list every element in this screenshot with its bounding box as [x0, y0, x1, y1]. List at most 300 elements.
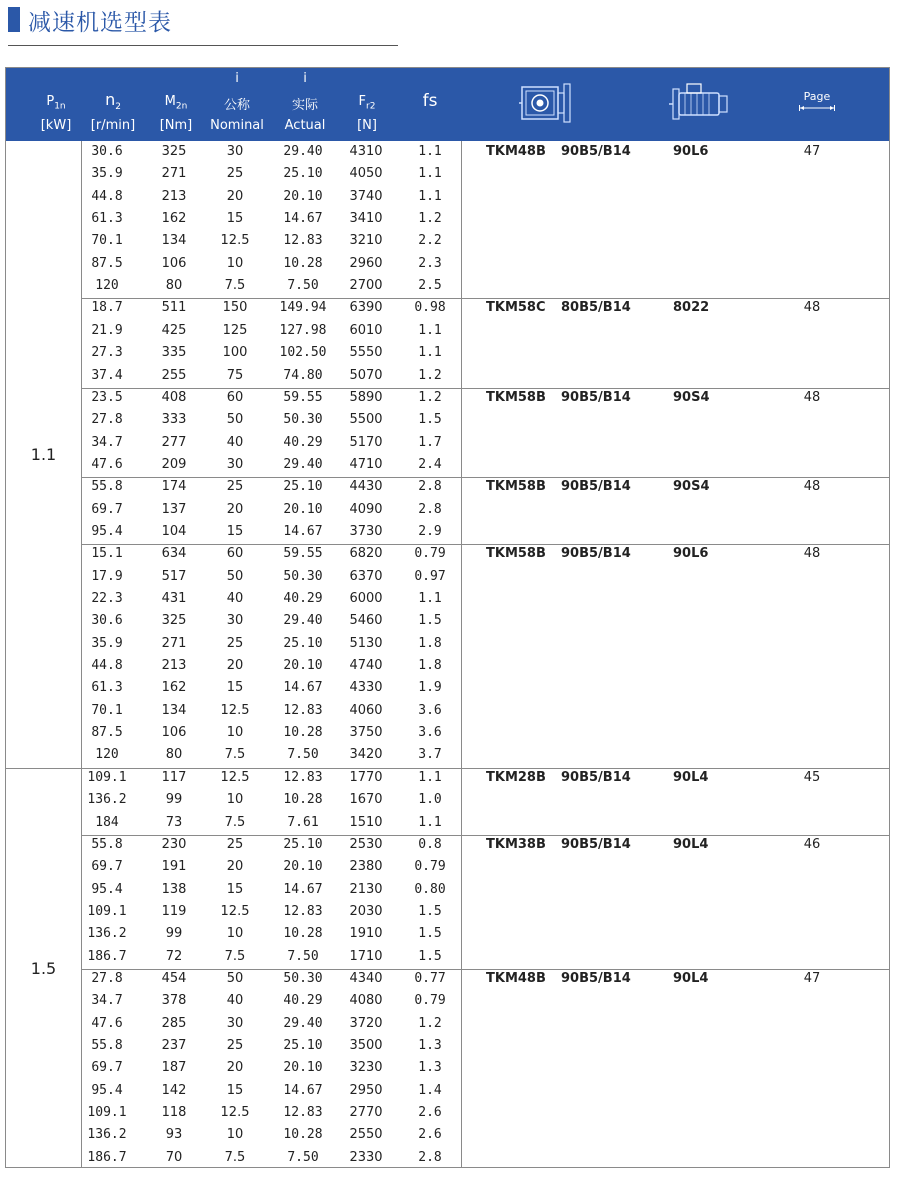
table-row	[6, 1036, 889, 1058]
table-row	[6, 924, 889, 946]
speed-cell: 44.8	[91, 188, 123, 204]
ratio-actual-cell: 20.10	[283, 658, 323, 674]
table-header	[6, 68, 889, 141]
ratio-actual-cell: 59.55	[283, 389, 323, 405]
radial-force-cell: 4050	[349, 166, 383, 182]
radial-force-cell: 4430	[349, 479, 383, 495]
table-row	[6, 969, 889, 991]
torque-cell: 335	[161, 345, 187, 361]
radial-force-cell: 1710	[349, 948, 383, 964]
speed-cell: 109.1	[87, 769, 127, 785]
motor-cell: 8022	[673, 300, 710, 316]
speed-cell: 61.3	[91, 211, 123, 227]
service-factor-cell: 1.9	[418, 680, 442, 696]
model-cell: TKM58B	[486, 389, 546, 405]
torque-cell: 285	[161, 1015, 187, 1031]
table-row	[6, 1148, 889, 1170]
speed-cell: 55.8	[91, 1038, 123, 1053]
table-row	[6, 701, 889, 723]
torque-cell: 70	[165, 1149, 183, 1165]
ratio-actual-cell: 10.28	[283, 255, 323, 271]
page-cell: 48	[803, 389, 821, 405]
speed-cell: 136.2	[87, 1127, 127, 1143]
torque-cell: 118	[161, 1105, 187, 1121]
header-ratio-nominal-en: Nominal	[210, 118, 264, 133]
speed-cell: 35.9	[91, 635, 123, 651]
model-cell: TKM58B	[486, 479, 546, 495]
radial-force-cell: 3410	[349, 211, 383, 227]
torque-cell: 187	[161, 1060, 187, 1076]
flange-cell: 90B5/B14	[561, 546, 631, 562]
speed-cell: 95.4	[91, 523, 123, 539]
power-cell: 1.1	[30, 444, 57, 464]
radial-force-cell: 1510	[349, 814, 383, 830]
service-factor-cell: 2.6	[418, 1127, 442, 1143]
ratio-actual-cell: 20.10	[283, 501, 323, 517]
service-factor-cell: 3.6	[418, 702, 442, 718]
ratio-nominal-cell: 20	[226, 859, 244, 875]
ratio-nominal-cell: 40	[226, 993, 244, 1009]
ratio-nominal-cell: 12.5	[220, 702, 250, 718]
ratio-actual-cell: 12.83	[283, 233, 323, 249]
radial-force-cell: 5500	[349, 412, 383, 428]
table-row	[6, 947, 889, 969]
flange-cell: 90B5/B14	[561, 479, 631, 495]
ratio-actual-cell: 7.61	[287, 814, 319, 830]
service-factor-cell: 1.1	[418, 769, 442, 785]
service-factor-cell: 0.77	[414, 970, 446, 986]
table-row	[6, 1081, 889, 1103]
radial-force-cell: 3720	[349, 1015, 383, 1031]
ratio-nominal-cell: 30	[226, 144, 244, 159]
table-row	[6, 768, 889, 790]
radial-force-cell: 3750	[349, 725, 383, 741]
table-row	[6, 991, 889, 1013]
radial-force-cell: 6010	[349, 322, 383, 338]
service-factor-cell: 2.8	[418, 501, 442, 517]
ratio-nominal-cell: 25	[226, 635, 244, 651]
service-factor-cell: 1.1	[418, 188, 442, 204]
ratio-actual-cell: 40.29	[283, 591, 323, 606]
flange-cell: 90B5/B14	[561, 144, 631, 159]
table-row	[6, 187, 889, 209]
service-factor-cell: 1.5	[418, 613, 442, 629]
model-group-divider	[81, 835, 889, 836]
radial-force-cell: 2380	[349, 859, 383, 875]
ratio-nominal-cell: 7.5	[224, 278, 246, 294]
radial-force-cell: 4080	[349, 993, 383, 1009]
speed-cell: 34.7	[91, 434, 123, 450]
radial-force-cell: 4090	[349, 501, 383, 517]
model-cell: TKM38B	[486, 836, 546, 852]
radial-force-cell: 5170	[349, 434, 383, 450]
table-row	[6, 544, 889, 566]
page-cell: 46	[803, 836, 821, 852]
ratio-actual-cell: 10.28	[283, 926, 323, 942]
ratio-actual-cell: 7.50	[287, 1149, 319, 1165]
speed-cell: 95.4	[91, 1082, 123, 1098]
motor-cell: 90L6	[673, 546, 709, 562]
torque-cell: 80	[165, 747, 183, 763]
motor-cell: 90L4	[673, 769, 709, 785]
table-row	[6, 455, 889, 477]
radial-force-cell: 3420	[349, 747, 383, 763]
ratio-nominal-cell: 20	[226, 188, 244, 204]
torque-cell: 271	[161, 635, 187, 651]
torque-cell: 213	[161, 188, 187, 204]
header-service-factor-label: fs	[422, 91, 438, 111]
ratio-nominal-cell: 7.5	[224, 1149, 246, 1165]
table-row	[6, 678, 889, 700]
speed-cell: 109.1	[87, 1105, 127, 1121]
ratio-actual-cell: 10.28	[283, 1127, 323, 1143]
service-factor-cell: 1.1	[418, 322, 442, 338]
service-factor-cell: 1.5	[418, 903, 442, 919]
radial-force-cell: 6820	[349, 546, 383, 562]
header-torque-symbol: M	[164, 94, 176, 109]
ratio-actual-cell: 25.10	[283, 166, 323, 182]
page-title: 减速机选型表	[28, 10, 172, 36]
speed-cell: 109.1	[87, 903, 127, 919]
ratio-nominal-cell: 15	[226, 211, 244, 227]
speed-cell: 27.8	[91, 970, 123, 986]
service-factor-cell: 1.1	[418, 345, 442, 361]
speed-cell: 136.2	[87, 926, 127, 942]
motor-cell: 90L6	[673, 144, 709, 159]
title-accent-bar	[8, 7, 20, 32]
radial-force-cell: 3500	[349, 1038, 383, 1053]
torque-cell: 271	[161, 166, 187, 182]
speed-cell: 47.6	[91, 1015, 123, 1031]
radial-force-cell: 4330	[349, 680, 383, 696]
service-factor-cell: 2.9	[418, 523, 442, 539]
speed-cell: 186.7	[87, 1149, 127, 1165]
table-row	[6, 231, 889, 253]
torque-cell: 142	[161, 1082, 187, 1098]
torque-cell: 191	[161, 859, 187, 875]
speed-cell: 120	[95, 747, 119, 763]
model-group-divider	[81, 544, 889, 545]
service-factor-cell: 1.2	[418, 1015, 442, 1031]
ratio-actual-cell: 10.28	[283, 725, 323, 741]
table-row	[6, 209, 889, 231]
selection-table	[5, 67, 890, 1168]
radial-force-cell: 1770	[349, 769, 383, 785]
ratio-nominal-cell: 25	[226, 836, 244, 852]
radial-force-cell: 6000	[349, 591, 383, 606]
radial-force-cell: 1910	[349, 926, 383, 942]
radial-force-cell: 4340	[349, 970, 383, 986]
header-radial-force-unit: [N]	[357, 118, 377, 133]
torque-cell: 230	[161, 836, 187, 852]
ratio-nominal-cell: 20	[226, 501, 244, 517]
header-power-unit: [kW]	[40, 118, 72, 133]
ratio-actual-cell: 20.10	[283, 859, 323, 875]
radial-force-cell: 2550	[349, 1127, 383, 1143]
power-cell: 1.5	[30, 958, 57, 978]
ratio-actual-cell: 14.67	[283, 211, 323, 227]
ratio-nominal-cell: 12.5	[220, 233, 250, 249]
torque-cell: 72	[165, 948, 183, 964]
service-factor-cell: 0.80	[414, 881, 446, 897]
radial-force-cell: 3210	[349, 233, 383, 249]
speed-cell: 30.6	[91, 613, 123, 629]
table-row	[6, 276, 889, 298]
table-row	[6, 902, 889, 924]
table-row	[6, 611, 889, 633]
ratio-nominal-cell: 50	[226, 970, 244, 986]
service-factor-cell: 1.3	[418, 1038, 442, 1053]
page-cell: 45	[803, 769, 821, 785]
service-factor-cell: 2.8	[418, 479, 442, 495]
torque-cell: 99	[165, 792, 183, 808]
radial-force-cell: 6370	[349, 568, 383, 584]
ratio-actual-cell: 25.10	[283, 635, 323, 651]
radial-force-cell: 2770	[349, 1105, 383, 1121]
torque-cell: 93	[165, 1127, 183, 1143]
radial-force-cell: 5070	[349, 367, 383, 383]
model-cell: TKM48B	[486, 970, 546, 986]
ratio-actual-cell: 102.50	[279, 345, 327, 361]
radial-force-cell: 4710	[349, 456, 383, 472]
table-row	[6, 634, 889, 656]
service-factor-cell: 3.7	[418, 747, 442, 763]
header-power-subscript: 1n	[54, 101, 66, 112]
ratio-nominal-cell: 40	[226, 434, 244, 450]
torque-cell: 138	[161, 881, 187, 897]
ratio-actual-cell: 50.30	[283, 970, 323, 986]
speed-cell: 37.4	[91, 367, 123, 383]
header-radial-force-symbol: F	[358, 94, 367, 109]
speed-cell: 27.8	[91, 412, 123, 428]
ratio-nominal-cell: 12.5	[220, 903, 250, 919]
model-cell: TKM58B	[486, 546, 546, 562]
ratio-nominal-cell: 10	[226, 725, 244, 741]
table-row	[6, 343, 889, 365]
table-row	[6, 164, 889, 186]
torque-cell: 106	[161, 725, 187, 741]
flange-cell: 90B5/B14	[561, 836, 631, 852]
speed-cell: 35.9	[91, 166, 123, 182]
torque-cell: 80	[165, 278, 183, 294]
speed-cell: 30.6	[91, 144, 123, 159]
speed-cell: 15.1	[91, 546, 123, 562]
radial-force-cell: 2960	[349, 255, 383, 271]
ratio-actual-cell: 20.10	[283, 1060, 323, 1076]
table-row	[6, 142, 889, 164]
ratio-actual-cell: 50.30	[283, 412, 323, 428]
table-row	[6, 745, 889, 767]
speed-cell: 70.1	[91, 233, 123, 249]
service-factor-cell: 1.1	[418, 814, 442, 830]
table-row	[6, 522, 889, 544]
header-radial-force-subscript: r2	[366, 101, 376, 112]
ratio-nominal-cell: 12.5	[220, 769, 250, 785]
radial-force-cell: 2950	[349, 1082, 383, 1098]
flange-cell: 90B5/B14	[561, 970, 631, 986]
table-row	[6, 1058, 889, 1080]
torque-cell: 511	[161, 300, 187, 316]
radial-force-cell: 5130	[349, 635, 383, 651]
speed-cell: 18.7	[91, 300, 123, 316]
torque-cell: 134	[161, 702, 187, 718]
torque-cell: 255	[161, 367, 187, 383]
table-row	[6, 433, 889, 455]
radial-force-cell: 2530	[349, 836, 383, 852]
ratio-actual-cell: 14.67	[283, 1082, 323, 1098]
ratio-nominal-cell: 50	[226, 568, 244, 584]
torque-cell: 104	[161, 523, 187, 539]
torque-cell: 325	[161, 144, 187, 159]
torque-cell: 408	[161, 389, 187, 405]
ratio-nominal-cell: 75	[226, 367, 244, 383]
service-factor-cell: 2.8	[418, 1149, 442, 1165]
table-row	[6, 1103, 889, 1125]
ratio-nominal-cell: 12.5	[220, 1105, 250, 1121]
motor-cell: 90L4	[673, 836, 709, 852]
table-row	[6, 790, 889, 812]
ratio-actual-cell: 50.30	[283, 568, 323, 584]
speed-cell: 47.6	[91, 456, 123, 472]
ratio-nominal-cell: 40	[226, 591, 244, 606]
service-factor-cell: 1.1	[418, 166, 442, 182]
service-factor-cell: 1.1	[418, 591, 442, 606]
ratio-actual-cell: 59.55	[283, 546, 323, 562]
ratio-actual-cell: 25.10	[283, 1038, 323, 1053]
table-row	[6, 1125, 889, 1147]
torque-cell: 213	[161, 658, 187, 674]
radial-force-cell: 5460	[349, 613, 383, 629]
radial-force-cell: 2700	[349, 278, 383, 294]
speed-cell: 17.9	[91, 568, 123, 584]
service-factor-cell: 2.2	[418, 233, 442, 249]
header-torque-unit: [Nm]	[159, 118, 193, 133]
speed-cell: 55.8	[91, 479, 123, 495]
ratio-actual-cell: 29.40	[283, 456, 323, 472]
service-factor-cell: 1.2	[418, 211, 442, 227]
header-ratio-actual-symbol: i	[303, 71, 307, 86]
ratio-nominal-cell: 7.5	[224, 814, 246, 830]
radial-force-cell: 5550	[349, 345, 383, 361]
ratio-actual-cell: 25.10	[283, 479, 323, 495]
header-page: Page	[803, 90, 831, 103]
torque-cell: 237	[161, 1038, 187, 1053]
ratio-actual-cell: 25.10	[283, 836, 323, 852]
ratio-nominal-cell: 30	[226, 613, 244, 629]
flange-cell: 90B5/B14	[561, 769, 631, 785]
speed-cell: 136.2	[87, 792, 127, 808]
ratio-nominal-cell: 25	[226, 166, 244, 182]
service-factor-cell: 2.6	[418, 1105, 442, 1121]
ratio-actual-cell: 7.50	[287, 278, 319, 294]
ratio-actual-cell: 40.29	[283, 434, 323, 450]
service-factor-cell: 2.3	[418, 255, 442, 271]
radial-force-cell: 2330	[349, 1149, 383, 1165]
ratio-actual-cell: 29.40	[283, 1015, 323, 1031]
ratio-nominal-cell: 30	[226, 1015, 244, 1031]
table-row	[6, 500, 889, 522]
page-cell: 48	[803, 546, 821, 562]
table-row	[6, 813, 889, 835]
service-factor-cell: 1.5	[418, 948, 442, 964]
torque-cell: 454	[161, 970, 187, 986]
gearbox-icon	[519, 81, 575, 125]
ratio-nominal-cell: 25	[226, 479, 244, 495]
radial-force-cell: 2030	[349, 903, 383, 919]
ratio-nominal-cell: 15	[226, 680, 244, 696]
motor-icon	[669, 81, 733, 125]
ratio-actual-cell: 14.67	[283, 523, 323, 539]
torque-cell: 517	[161, 568, 187, 584]
ratio-actual-cell: 74.80	[283, 367, 323, 383]
header-ratio-nominal-symbol: i	[235, 71, 239, 86]
speed-cell: 61.3	[91, 680, 123, 696]
ratio-nominal-cell: 20	[226, 658, 244, 674]
service-factor-cell: 1.4	[418, 1082, 442, 1098]
table-row	[6, 254, 889, 276]
speed-cell: 70.1	[91, 702, 123, 718]
torque-cell: 162	[161, 680, 187, 696]
model-group-divider	[81, 388, 889, 389]
ratio-actual-cell: 12.83	[283, 903, 323, 919]
service-factor-cell: 1.2	[418, 367, 442, 383]
service-factor-cell: 2.5	[418, 278, 442, 294]
ratio-actual-cell: 149.94	[279, 300, 327, 316]
table-row	[6, 477, 889, 499]
header-ratio-actual-cn: 实际	[291, 98, 319, 113]
table-row	[6, 321, 889, 343]
ratio-actual-cell: 12.83	[283, 1105, 323, 1121]
ratio-nominal-cell: 20	[226, 1060, 244, 1076]
service-factor-cell: 0.79	[414, 859, 446, 875]
ratio-nominal-cell: 125	[222, 322, 248, 338]
ratio-nominal-cell: 10	[226, 255, 244, 271]
speed-cell: 69.7	[91, 501, 123, 517]
torque-cell: 431	[161, 591, 187, 606]
header-speed-unit: [r/min]	[90, 118, 136, 133]
ratio-actual-cell: 29.40	[283, 613, 323, 629]
torque-cell: 117	[161, 769, 187, 785]
service-factor-cell: 1.0	[418, 792, 442, 808]
header-power-symbol: P	[46, 94, 55, 109]
ratio-nominal-cell: 15	[226, 523, 244, 539]
header-ratio-actual-en: Actual	[284, 118, 326, 133]
motor-cell: 90S4	[673, 479, 710, 495]
power-group-divider	[6, 768, 889, 769]
speed-cell: 23.5	[91, 389, 123, 405]
ratio-nominal-cell: 150	[222, 300, 248, 316]
torque-cell: 277	[161, 434, 187, 450]
torque-cell: 634	[161, 546, 187, 562]
page-cell: 47	[803, 144, 821, 159]
ratio-nominal-cell: 15	[226, 1082, 244, 1098]
radial-force-cell: 5890	[349, 389, 383, 405]
flange-cell: 90B5/B14	[561, 389, 631, 405]
service-factor-cell: 1.2	[418, 389, 442, 405]
table-row	[6, 1014, 889, 1036]
ratio-nominal-cell: 15	[226, 881, 244, 897]
speed-cell: 22.3	[91, 591, 123, 606]
radial-force-cell: 2130	[349, 881, 383, 897]
ratio-nominal-cell: 25	[226, 1038, 244, 1053]
table-row	[6, 298, 889, 320]
ratio-actual-cell: 7.50	[287, 948, 319, 964]
page-cell: 48	[803, 479, 821, 495]
torque-cell: 325	[161, 613, 187, 629]
table-row	[6, 723, 889, 745]
service-factor-cell: 3.6	[418, 725, 442, 741]
header-speed-subscript: 2	[115, 102, 121, 113]
